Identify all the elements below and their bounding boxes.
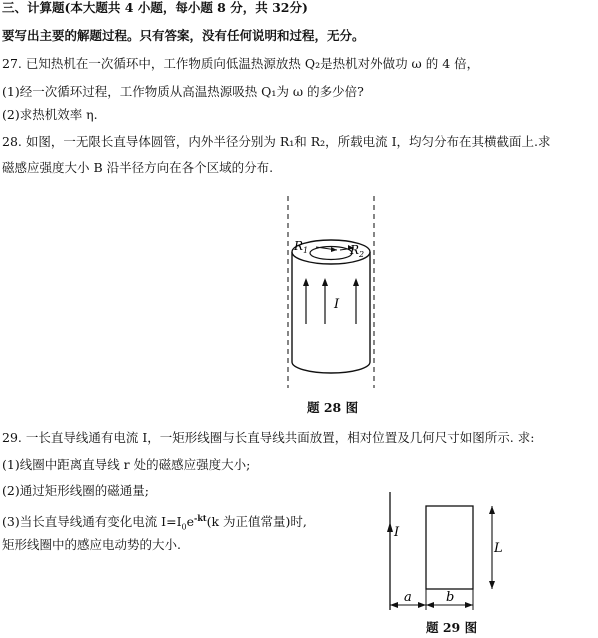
q28-current-arrowhead-left xyxy=(303,278,309,286)
q29-stem: 29. 一长直导线通有电流 I，一矩形线圈与长直导线共面放置，相对位置及几何尺寸如图所示. 求: xyxy=(2,430,535,445)
q29-figure-caption: 题 29 图 xyxy=(426,620,478,635)
q28-stem-line1: 28. 如图，一无限长直导体圆管，内外半径分别为 R₁和 R₂，所载电流 I，均匀分布在其横截面上.求 xyxy=(2,134,551,149)
q29-part3-sup: -kt xyxy=(194,513,207,523)
q29-label-current: I xyxy=(394,525,400,540)
q28-cylinder-figure xyxy=(270,192,390,392)
section-title: 三、计算题(本大题共 4 小题，每小题 8 分，共 32分) xyxy=(2,0,308,15)
q29-part3 xyxy=(2,510,307,536)
q29-part1: (1)线圈中距离直导线 r 处的磁感应强度大小; xyxy=(2,457,251,472)
q29-part3-post: (k 为正值常量)时, xyxy=(206,514,307,530)
q28-figure-caption: 题 28 图 xyxy=(307,400,359,415)
q27-part1: (1)经一次循环过程，工作物质从高温热源吸热 Q₁为 ω 的多少倍? xyxy=(2,84,364,99)
q29-dimension-b-arrow-right xyxy=(465,602,473,608)
q29-dimension-l-arrow-bottom xyxy=(489,581,495,589)
q27-part2: (2)求热机效率 η. xyxy=(2,107,98,122)
q28-stem-line2: 磁感应强度大小 B 沿半径方向在各个区域的分布. xyxy=(2,160,274,175)
q29-dimension-l-arrow-top xyxy=(489,506,495,514)
q28-cylinder-bottom-arc xyxy=(292,362,370,373)
q28-label-current: I xyxy=(334,297,340,312)
q29-part3-pre: (3)当长直导线通有变化电流 I=I xyxy=(2,514,182,530)
q29-part3-mid: e xyxy=(186,514,195,530)
q29-loop-figure xyxy=(370,492,510,618)
q27-stem: 27. 已知热机在一次循环中，工作物质向低温热源放热 Q₂是热机对外做功 ω 的 4 倍， xyxy=(2,56,480,71)
q29-label-length: L xyxy=(494,541,503,556)
q29-wire-arrowhead xyxy=(387,522,393,532)
q29-dimension-a-arrow-left xyxy=(390,602,398,608)
q28-label-r1: $R_1$ xyxy=(294,239,309,255)
q29-part2: (2)通过矩形线圈的磁通量; xyxy=(2,483,149,498)
q28-current-arrowhead-center xyxy=(322,278,328,286)
q28-label-r2: $R_2$ xyxy=(350,243,365,259)
section-instruction: 要写出主要的解题过程。只有答案，没有任何说明和过程，无分。 xyxy=(2,28,365,43)
q29-rectangular-loop xyxy=(426,506,473,589)
q29-dimension-b-arrow-left xyxy=(426,602,434,608)
q29-part4: 矩形线圈中的感应电动势的大小. xyxy=(2,537,181,552)
q29-label-a: a xyxy=(404,590,412,605)
q29-part3-sub: 0 xyxy=(181,522,187,532)
q29-dimension-a-arrow-right xyxy=(418,602,426,608)
q29-label-b: b xyxy=(446,590,455,605)
q28-current-arrowhead-right xyxy=(353,278,359,286)
